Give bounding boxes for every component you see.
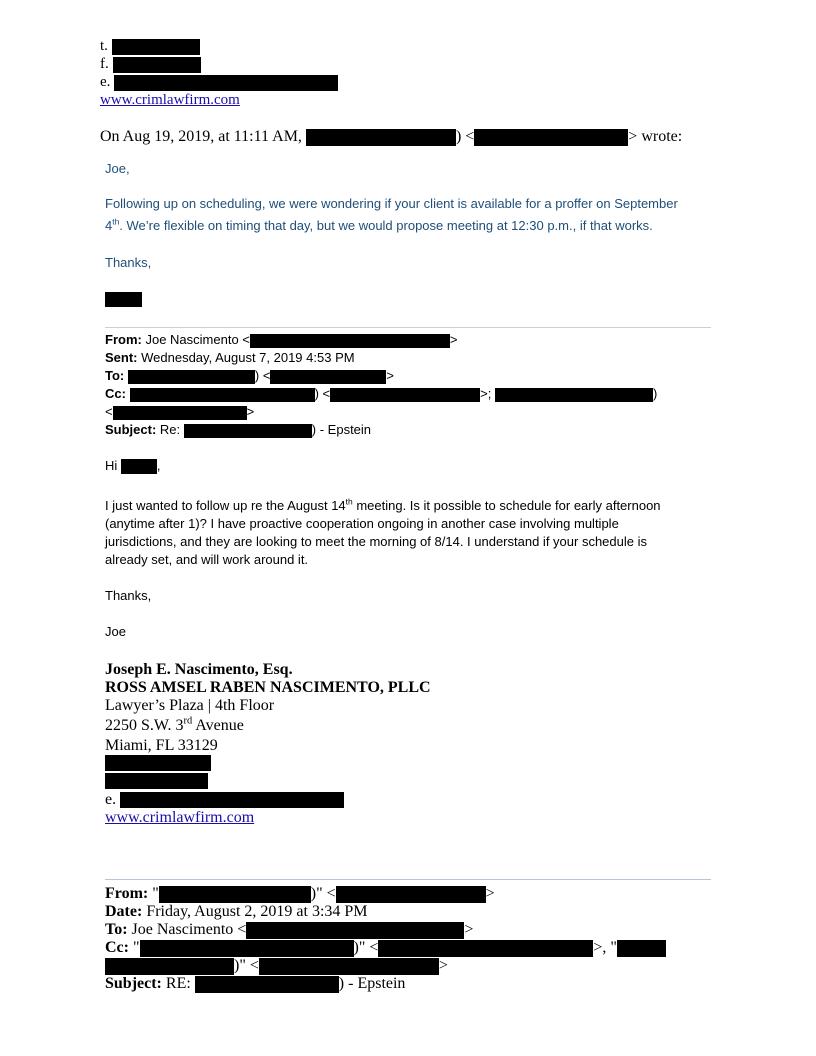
email1-subject-line [105,421,371,439]
redaction [114,75,338,91]
to-label: To: [105,921,128,938]
date-label: Date: [105,903,143,920]
email2-date-line [105,902,368,921]
sig-email-line [105,790,344,809]
addr2-b: Avenue [192,717,244,734]
redaction [121,459,157,474]
sig-addr2 [105,716,244,735]
email1-greeting [105,457,161,475]
top-sig-t-line [100,37,200,55]
redaction [336,886,486,903]
redaction [130,388,315,402]
reply-thanks: Thanks, [105,255,152,270]
to-end: > [464,921,474,938]
redaction [306,129,456,146]
redaction [105,958,234,975]
top-sig-e-line [100,73,338,91]
date-value: Friday, August 2, 2019 at 3:34 PM [146,903,368,920]
para-text-b: meeting. Is it possible to schedule for early afternoon [352,498,661,513]
hi-text: Hi [105,458,118,473]
to-end: > [386,368,395,383]
redaction [140,940,354,957]
redaction [105,292,142,307]
email1-cc-line [105,385,657,403]
sig-website-link[interactable]: www.crimlawfirm.com [105,809,255,826]
email2-from-line [105,884,495,903]
redaction [184,424,312,438]
redaction [474,129,628,146]
addr2-a: 2250 S.W. 3 [105,717,184,734]
email2-cc-line2 [105,956,448,975]
redaction [159,886,311,903]
redaction [617,940,666,957]
para-sup: th [345,496,353,507]
subject-prefix: Re: [159,422,181,437]
reply-header [100,127,682,146]
subject-prefix: RE: [165,975,191,992]
subject-label: Subject: [105,975,162,992]
email1-para-line1 [105,497,661,515]
redaction [128,370,255,384]
redaction [259,958,439,975]
from-end: > [485,885,495,902]
cc2-mid: )" < [234,957,259,974]
email1-para-line2: (anytime after 1)? I have proactive cooperation ongoing in another case involving multiple [105,516,619,531]
reply-header-wrote: > wrote: [628,128,683,145]
email1-para-line4: already set, and will work around it. [105,552,309,567]
reply-date-sup: th [112,216,120,227]
from-q: " [152,885,159,902]
email1-to-line [105,367,394,385]
sig-e-label: e. [105,791,117,808]
from-value: Joe Nascimento < [145,332,250,347]
to-value: Joe Nascimento < [131,921,247,938]
redaction [120,792,344,808]
divider [105,327,711,328]
reply-greeting: Joe, [105,161,130,176]
email2-cc-line [105,938,666,957]
from-label: From: [105,332,142,347]
email1-from-line [105,331,457,349]
redaction [270,370,386,384]
divider [105,879,711,880]
email1-sent-line [105,349,355,367]
subject-suffix: ) - Epstein [338,975,406,992]
email1-thanks: Thanks, [105,588,152,603]
email2-to-line [105,920,473,939]
from-mid: )" < [310,885,336,902]
redaction [105,773,208,789]
top-sig-f-line [100,55,201,73]
cc-sep: >; [480,386,492,401]
reply-para-line2 [105,217,653,235]
cc2-end: > [438,957,448,974]
redaction [105,755,211,771]
t-label: t. [100,38,108,54]
hi-comma: , [156,458,161,473]
cc2-start: < [105,404,113,419]
redaction [495,388,653,402]
reply-header-lt: ) < [455,128,475,145]
reply-para-line1: Following up on scheduling, we were wondering if your client is available for a proffer on September [105,196,678,211]
redaction [330,388,480,402]
email1-cc-line2 [105,403,254,421]
sig-addr3: Miami, FL 33129 [105,737,218,754]
website-link[interactable]: www.crimlawfirm.com [100,92,240,108]
redaction [113,57,201,73]
to-label: To: [105,368,125,383]
email1-para-line3: jurisdictions, and they are looking to meet the morning of 8/14. I understand if your schedule is [105,534,647,549]
email1-sign: Joe [105,624,126,639]
sig-name: Joseph E. Nascimento, Esq. [105,661,293,678]
redaction [113,406,247,420]
email2-subject-line [105,974,405,993]
to-mid: ) < [254,368,271,383]
cc-end: ) [652,386,658,401]
redaction [112,39,200,55]
sent-value: Wednesday, August 7, 2019 4:53 PM [141,350,355,365]
redaction [195,976,339,993]
cc-q: " [132,939,140,956]
cc-sep: >, " [593,939,617,956]
sent-label: Sent: [105,350,138,365]
sig-firm: ROSS AMSEL RABEN NASCIMENTO, PLLC [105,679,431,696]
reply-header-prefix: On Aug 19, 2019, at 11:11 AM, [100,128,302,145]
reply-date-num: 4 [105,218,113,233]
reply-para-rest: . We’re flexible on timing that day, but we would propose meeting at 12:30 p.m., if that works. [119,218,653,233]
para-text-a: I just wanted to follow up re the August 14 [105,498,346,513]
redaction [250,334,450,348]
cc-mid: ) < [314,386,331,401]
cc-mid: )" < [353,939,379,956]
from-end: > [449,332,458,347]
addr2-sup: rd [183,715,193,727]
redaction [246,922,464,939]
f-label: f. [100,56,109,72]
redaction [378,940,593,957]
cc-label: Cc: [105,386,126,401]
from-label: From: [105,885,149,902]
sig-addr1: Lawyer’s Plaza | 4th Floor [105,697,275,714]
subject-label: Subject: [105,422,157,437]
cc-label: Cc: [105,939,129,956]
e-label: e. [100,74,111,90]
subject-suffix: ) - Epstein [311,422,372,437]
cc2-end: > [246,404,255,419]
